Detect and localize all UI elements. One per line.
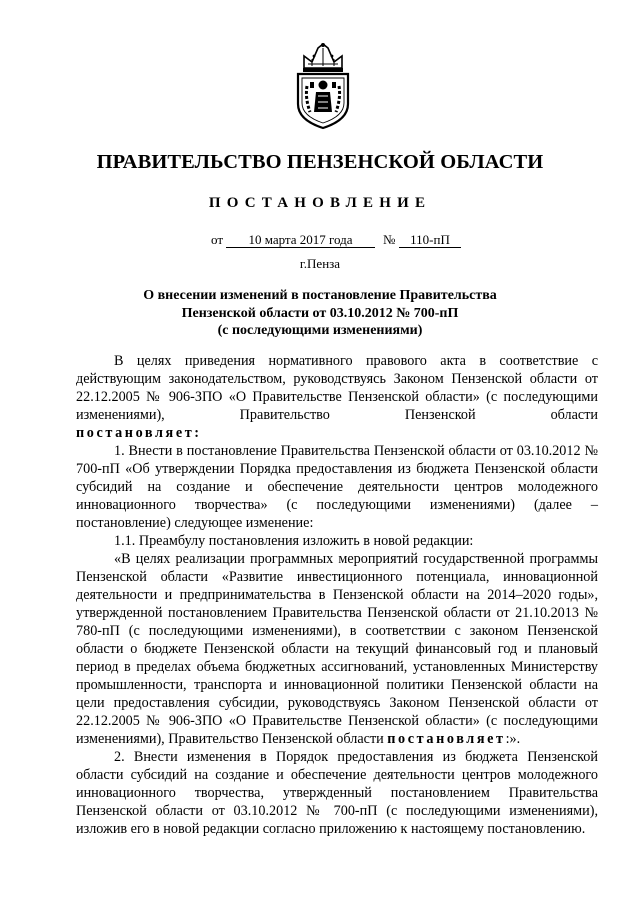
decree-number: 110-пП	[399, 232, 461, 248]
from-label: от	[211, 232, 224, 247]
new-preamble-decree-word: постановляет	[387, 731, 506, 747]
government-title: ПРАВИТЕЛЬСТВО ПЕНЗЕНСКОЙ ОБЛАСТИ	[96, 151, 544, 173]
document-type: ПОСТАНОВЛЕНИЕ	[208, 195, 432, 211]
document-body	[76, 352, 598, 838]
paragraph-item-2: 2. Внести изменения в Порядок предоставления из бюджета Пензенской области субсидий на создание и обеспечение деятельности центров молодежного инновационного творчества, утвержденный постановлением Правительства Пензенской области от 03.10.2012 № 700-пП (с последующими изменениями), изложив его в новой редакции согласно приложению к настоящему постановлению.	[76, 749, 598, 837]
decree-word: постановляет:	[76, 425, 202, 441]
paragraph-new-preamble	[76, 550, 598, 748]
paragraph-item-1-1: 1.1. Преамбулу постановления изложить в новой редакции:	[114, 533, 474, 549]
paragraph-preamble	[76, 352, 598, 424]
date-number-line	[0, 232, 640, 250]
city: г.Пенза	[299, 256, 341, 271]
paragraph-item-1: 1. Внести в постановление Правительства Пензенской области от 03.10.2012 № 700-пП «Об утверждении Порядка предоставления из бюджета Пензенской области субсидий на создание и обеспечение деятельности центров молодежного инновационного творчества» (с последующими изменениями) (далее – постановление) следующее изменение:	[76, 443, 598, 531]
preamble-text: В целях приведения нормативного правового акта в соответствие с действующим законодательством, руководствуясь Законом Пензенской области от 22.12.2005 № 906-ЗПО «О Правительстве Пензенской области» (с последующими изменениями), Правительство Пензенской области	[76, 353, 598, 423]
heading-line-1: О внесении изменений в постановление Правительства	[143, 288, 497, 303]
coat-of-arms-emblem	[290, 42, 356, 130]
document-heading	[0, 287, 640, 340]
new-preamble-text: «В целях реализации программных мероприятий государственной программы Пензенской области «Развитие инвестиционного потенциала, инновационной деятельности и предпринимательства в Пензенской области на 2014–2020 годы», утвержденной постановлением Правительства Пензенской области от 21.10.2013 № 780-пП (с последующими изменениями), в соответствии с законом Пензенской области о бюджете Пензенской области на текущий финансовый год и плановый период в пределах объема бюджетных ассигнований, установленных Министерству промышленности, транспорта и инновационной политики Пензенской области на цели предоставления субсидии, руководствуясь Законом Пензенской области от 22.12.2005 № 906-ЗПО «О Правительстве Пензенской области» (с последующими изменениями), Правительство Пензенской области	[76, 551, 598, 747]
number-label: №	[383, 232, 396, 247]
decree-date: 10 марта 2017 года	[226, 232, 375, 248]
heading-line-2: Пензенской области от 03.10.2012 № 700-пП	[181, 305, 459, 321]
paragraph-decree	[76, 424, 598, 442]
heading-line-3: (с последующими изменениями)	[217, 323, 423, 338]
new-preamble-end: :».	[505, 731, 521, 747]
